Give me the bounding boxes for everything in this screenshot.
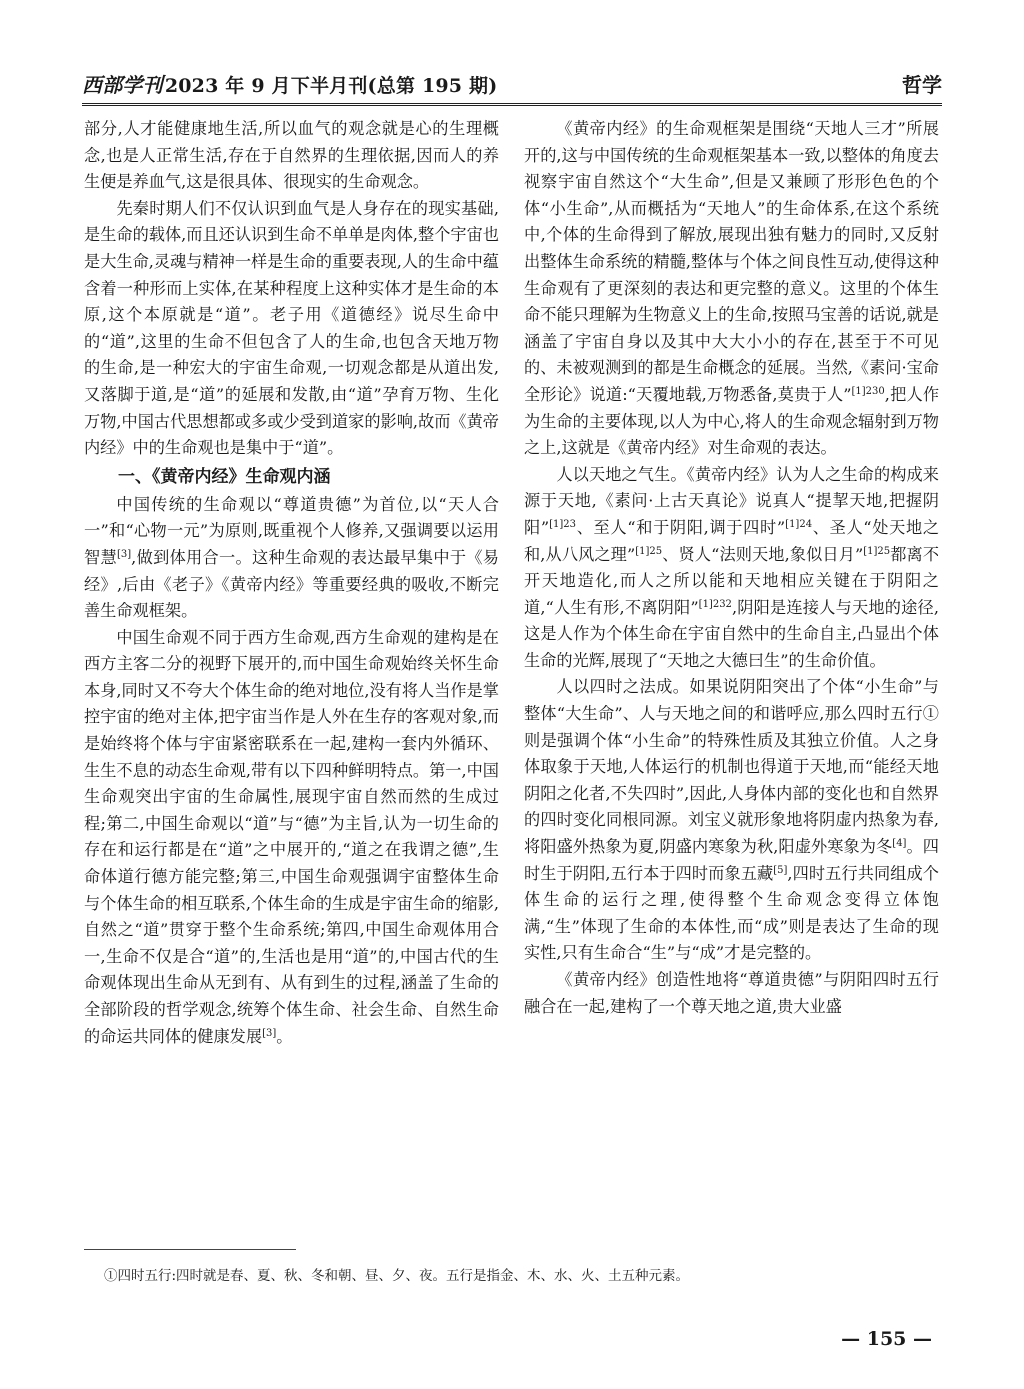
paragraph: 人以四时之法成。如果说阴阳突出了个体“小生命”与整体“大生命”、人与天地之间的和谐呼应,那么四时五行①则是强调个体“小生命”的特殊性质及其独立价值。人之身体取象于天地,人体运行的机制也得道于天地,而“能经天地阴阳之化者,不失四时”,因此,人身体内部的变化也和自然界的四时变化同根同源。刘宝义就形象地将阴虚内热象为春,将阳盛外热象为夏,阴盛内寒象为秋,阳虚外寒象为冬[4]。四时生于阴阳,五行本于四时而象五藏[5],四时五行共同组成个体生命的运行之理,使得整个生命观念变得立体饱满,“生”体现了生命的本体性,而“成”则是表达了生命的现实性,只有生命合“生”与“成”才是完整的。 bbox=[524, 677, 939, 963]
footnote-divider bbox=[84, 1249, 296, 1250]
left-column bbox=[84, 116, 499, 1050]
header-divider bbox=[82, 103, 942, 106]
section-label: 哲学 bbox=[902, 72, 942, 97]
citation: [5] bbox=[773, 864, 788, 876]
citation: [1]25 bbox=[863, 545, 891, 557]
citation: [1]25 bbox=[635, 545, 663, 557]
paragraph: 部分,人才能健康地生活,所以血气的观念就是心的生理概念,也是人正常生活,存在于自然界的生理依据,因而人的养生便是养血气,这是很具体、很现实的生命观念。 bbox=[84, 119, 499, 192]
paragraph: 中国生命观不同于西方生命观,西方生命观的建构是在西方主客二分的视野下展开的,而中国生命观始终关怀生命本身,同时又不夸大个体生命的绝对地位,没有将人当作是掌控宇宙的绝对主体,把宇宙当作是人外在生存的客观对象,而是始终将个体与宇宙紧密联系在一起,建构一套内外循环、生生不息的动态生命观,带有以下四种鲜明特点。第一,中国生命观突出宇宙的生命属性,展现宇宙自然而然的生成过程;第二,中国生命观以“道”与“德”为主旨,认为一切生命的存在和运行都是在“道”之中展开的,“道之在我谓之德”,生命体道行德方能完整;第三,中国生命观强调宇宙整体生命与个体生命的相互联系,个体生命的生成是宇宙生命的缩影,自然之“道”贯穿于整个生命系统;第四,中国生命观体用合一,生命不仅是合“道”的,生活也是用“道”的,中国古代的生命观体现出生命从无到有、从有到生的过程,涵盖了生命的全部阶段的哲学观念,统筹个体生命、社会生命、自然生命的命运共同体的健康发展[3]。 bbox=[84, 627, 499, 1046]
citation: [1]24 bbox=[785, 518, 813, 530]
issue-info: 2023 年 9 月下半月刊(总第 195 期) bbox=[164, 74, 498, 97]
paragraph: 先秦时期人们不仅认识到血气是人身存在的现实基础,是生命的载体,而且还认识到生命不单单是肉体,整个宇宙也是大生命,灵魂与精神一样是生命的重要表现,人的生命中蕴含着一种形而上实体,在某种程度上这种实体才是生命的本原,这个本原就是“道”。老子用《道德经》说尽生命中的“道”,这里的生命不但包含了人的生命,也包含天地万物的生命,是一种宏大的宇宙生命观,一切观念都是从道出发,又落脚于道,是“道”的延展和发散,由“道”孕育万物、生化万物,中国古代思想都或多或少受到道家的影响,故而《黄帝内经》中的生命观也是集中于“道”。 bbox=[84, 198, 499, 458]
footnote: ①四时五行:四时就是春、夏、秋、冬和朝、昼、夕、夜。五行是指金、木、水、火、土五种元素。 bbox=[104, 1268, 690, 1284]
paragraph: 《黄帝内经》创造性地将“尊道贵德”与阴阳四时五行融合在一起,建构了一个尊天地之道,贵大业盛 bbox=[524, 970, 939, 1016]
citation: [3] bbox=[116, 548, 132, 560]
paragraph: 《黄帝内经》的生命观框架是围绕“天地人三才”所展开的,这与中国传统的生命观框架基本一致,以整体的角度去视察宇宙自然这个“大生命”,但是又兼顾了形形色色的个体“小生命”,从而概括为“天地人”的生命体系,在这个系统中,个体的生命得到了解放,展现出独有魅力的同时,又反射出整体生命系统的精髓,整体与个体之间良性互动,使得这种生命观有了更深刻的表达和更完整的意义。这里的个体生命不能只理解为生物意义上的生命,按照马宝善的话说,就是涵盖了宇宙自身以及其中大大小小的存在,甚至于不可见的、未被观测到的都是生命概念的延展。当然,《素问·宝命全形论》说道:“天覆地载,万物悉备,莫贵于人”$^{[1]230}$,把人作为生命的主要体现,以人为中心,将人的生命观念辐射到万物之上,这就是《黄帝内经》对生命观的表达。 bbox=[524, 119, 940, 458]
journal-issue-line bbox=[82, 69, 497, 98]
section-heading: 一、《黄帝内经》生命观内涵 bbox=[118, 466, 331, 487]
journal-logo: 西部学刊 bbox=[82, 72, 163, 97]
citation: [1]232 bbox=[698, 598, 732, 610]
running-header bbox=[82, 66, 942, 100]
paragraph: 中国传统的生命观以“尊道贵德”为首位,以“天人合一”和“心物一元”为原则,既重视个人修养,又强调要以运用智慧[3],做到体用合一。这种生命观的表达最早集中于《易经》,后由《老子》《黄帝内经》等重要经典的吸收,不断完善生命观框架。 bbox=[84, 494, 499, 621]
citation: [1]230 bbox=[851, 385, 885, 397]
citation: [3] bbox=[262, 1027, 277, 1039]
paragraph: 人以天地之气生。《黄帝内经》认为人之生命的构成来源于天地,《素问·上古天真论》说真人“提挈天地,把握阴阳”$^{[1]23}$、至人“和于阴阳,调于四时”$^{[1]24}$、圣人“处天地之和,从八风之理”$^{[1]25}$、贤人“法则天地,象似日月”$^{[1]25}$都离不开天地造化,而人之所以能和天地相应关键在于阴阳之道,“人生有形,不离阴阳”$^{[1]232}$,阴阳是连接人与天地的途径,这是人作为个体生命在宇宙自然中的生命自主,凸显出个体生命的光辉,展现了“天地之大德曰生”的生命价值。 bbox=[524, 464, 940, 670]
citation: [1]23 bbox=[549, 518, 577, 530]
page-number: — 155 — bbox=[841, 1328, 932, 1350]
right-column bbox=[524, 116, 939, 1020]
citation: [4] bbox=[892, 838, 907, 850]
